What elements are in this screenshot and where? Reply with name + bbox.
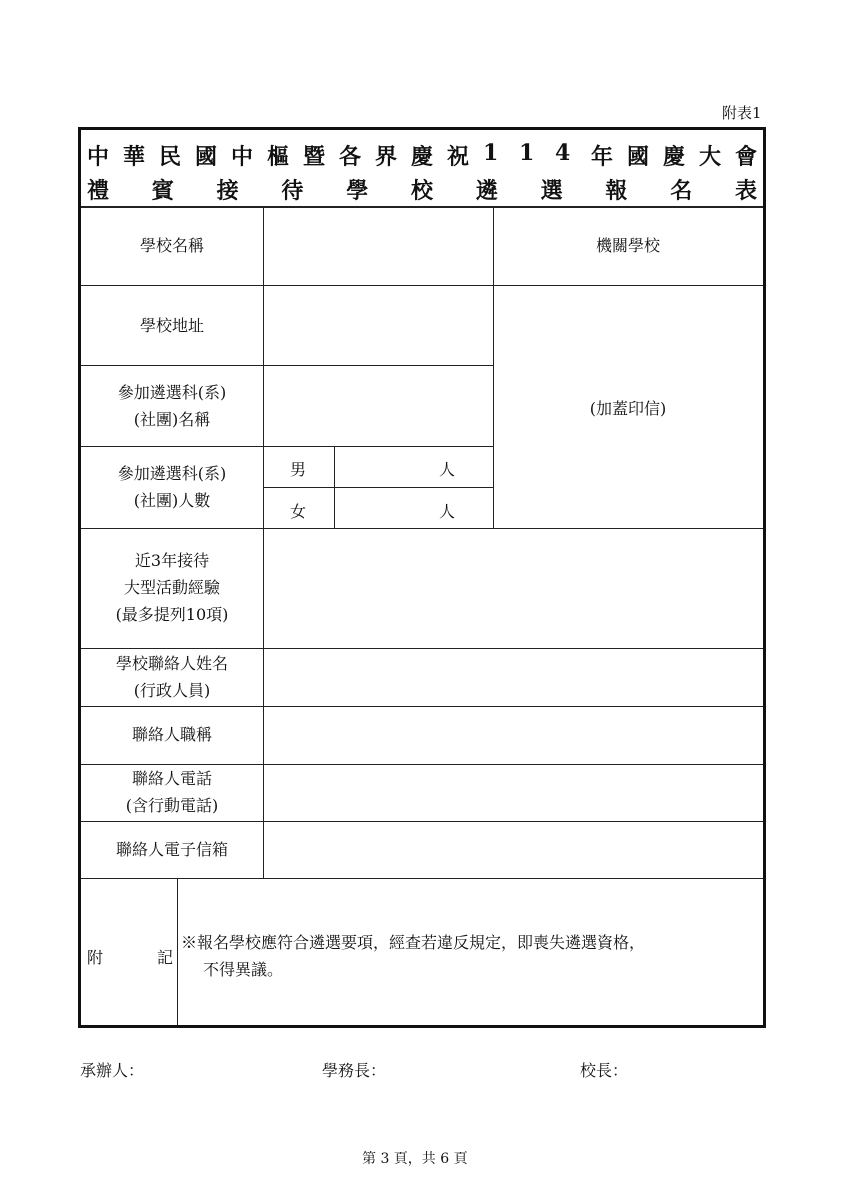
- label-contact-name-line-2: (行政人員): [133, 681, 211, 700]
- label-experience-line-1: 近3年接待: [134, 551, 210, 570]
- label-dept-count: [81, 460, 263, 514]
- rule-row-8: [81, 821, 763, 822]
- title-line-1-char: 1: [483, 140, 499, 166]
- rule-row-4: [81, 528, 763, 529]
- rule-row-2: [81, 365, 493, 366]
- rule-notes-column: [177, 878, 178, 1025]
- title-line-2-char: 選: [540, 178, 563, 204]
- rule-row-1: [81, 285, 763, 286]
- rule-gender-column: [334, 446, 335, 528]
- label-school-address: 學校地址: [139, 316, 204, 335]
- title-line-1-char: 中: [231, 144, 254, 170]
- label-contact-phone-line-1: 聯絡人電話: [131, 769, 212, 788]
- label-dept-name: [81, 379, 263, 433]
- title-line-1-char: 1: [519, 140, 535, 166]
- label-dept-count-line-1: 參加遴選科(系): [117, 464, 227, 483]
- title-line-1-char: 華: [123, 144, 146, 170]
- agency-header: 機關學校: [595, 236, 660, 255]
- notes-text-line-2: 不得異議。: [203, 960, 284, 979]
- page-number: 第 3 頁，共 6 頁: [362, 1151, 468, 1167]
- agency-seal-note: (加蓋印信): [589, 399, 667, 418]
- title-line-1-char: 中: [87, 144, 110, 170]
- gender-female-label: 女: [290, 502, 307, 521]
- title-line-2-char: 賓: [151, 178, 174, 204]
- title-line-2-char: 接: [216, 178, 239, 204]
- form-title-line-1: [81, 140, 763, 170]
- title-line-2-char: 待: [281, 178, 304, 204]
- title-line-1-char: 暨: [303, 144, 326, 170]
- gender-male-unit: 人: [439, 460, 456, 479]
- title-line-1-char: 祝: [447, 144, 470, 170]
- label-dept-name-line-2: (社團)名稱: [133, 410, 211, 429]
- label-experience-line-2: 大型活動經驗: [123, 578, 220, 597]
- rule-row-3: [81, 446, 493, 447]
- gender-female-unit: 人: [439, 502, 456, 521]
- label-contact-phone-line-2: (含行動電話): [125, 796, 219, 815]
- label-contact-name: [81, 650, 263, 704]
- signature-principal: 校長：: [580, 1061, 629, 1080]
- label-contact-email: 聯絡人電子信箱: [115, 840, 228, 859]
- title-line-1-char: 4: [555, 140, 571, 166]
- title-line-1-char: 樞: [267, 144, 290, 170]
- title-line-2-char: 學: [346, 178, 369, 204]
- title-line-1-char: 年: [591, 144, 614, 170]
- title-line-1-char: 會: [735, 144, 758, 170]
- rule-gender-mid: [263, 487, 493, 488]
- title-line-1-char: 國: [195, 144, 218, 170]
- notes-text-line-1: ※報名學校應符合遴選要項，經查若違反規定，即喪失遴選資格，: [181, 933, 646, 952]
- title-line-2-char: 表: [735, 178, 758, 204]
- label-dept-count-line-2: (社團)人數: [133, 491, 211, 510]
- title-line-2-char: 禮: [87, 178, 110, 204]
- title-line-2-char: 校: [411, 178, 434, 204]
- signature-academic-director: 學務長：: [322, 1061, 387, 1080]
- title-line-1-char: 界: [375, 144, 398, 170]
- rule-row-9: [81, 878, 763, 879]
- label-experience-line-3: (最多提列10項): [115, 605, 229, 624]
- label-contact-title: 聯絡人職稱: [131, 725, 212, 744]
- gender-male-label: 男: [290, 460, 307, 479]
- title-line-2-char: 遴: [475, 178, 498, 204]
- label-contact-phone: [81, 765, 263, 819]
- form-title-line-2: [81, 174, 763, 204]
- title-line-1-char: 各: [339, 144, 362, 170]
- rule-under-title: [81, 206, 763, 208]
- title-line-1-char: 大: [699, 144, 722, 170]
- registration-form: [78, 127, 766, 1028]
- title-line-1-char: 慶: [411, 144, 434, 170]
- signature-handler: 承辦人：: [80, 1061, 145, 1080]
- annex-label: 附表1: [722, 104, 762, 122]
- notes-label-a: 附: [87, 948, 104, 967]
- title-line-1-char: 民: [159, 144, 182, 170]
- label-experience: [81, 547, 263, 628]
- title-line-1-char: 慶: [663, 144, 686, 170]
- notes-label-b: 記: [157, 948, 174, 967]
- rule-row-5: [81, 648, 763, 649]
- label-contact-name-line-1: 學校聯絡人姓名: [115, 654, 228, 673]
- title-line-2-char: 報: [605, 178, 628, 204]
- rule-row-6: [81, 706, 763, 707]
- title-line-1-char: 國: [627, 144, 650, 170]
- title-line-2-char: 名: [670, 178, 693, 204]
- label-dept-name-line-1: 參加遴選科(系): [117, 383, 227, 402]
- label-school-name: 學校名稱: [139, 236, 204, 255]
- rule-label-column: [263, 207, 264, 878]
